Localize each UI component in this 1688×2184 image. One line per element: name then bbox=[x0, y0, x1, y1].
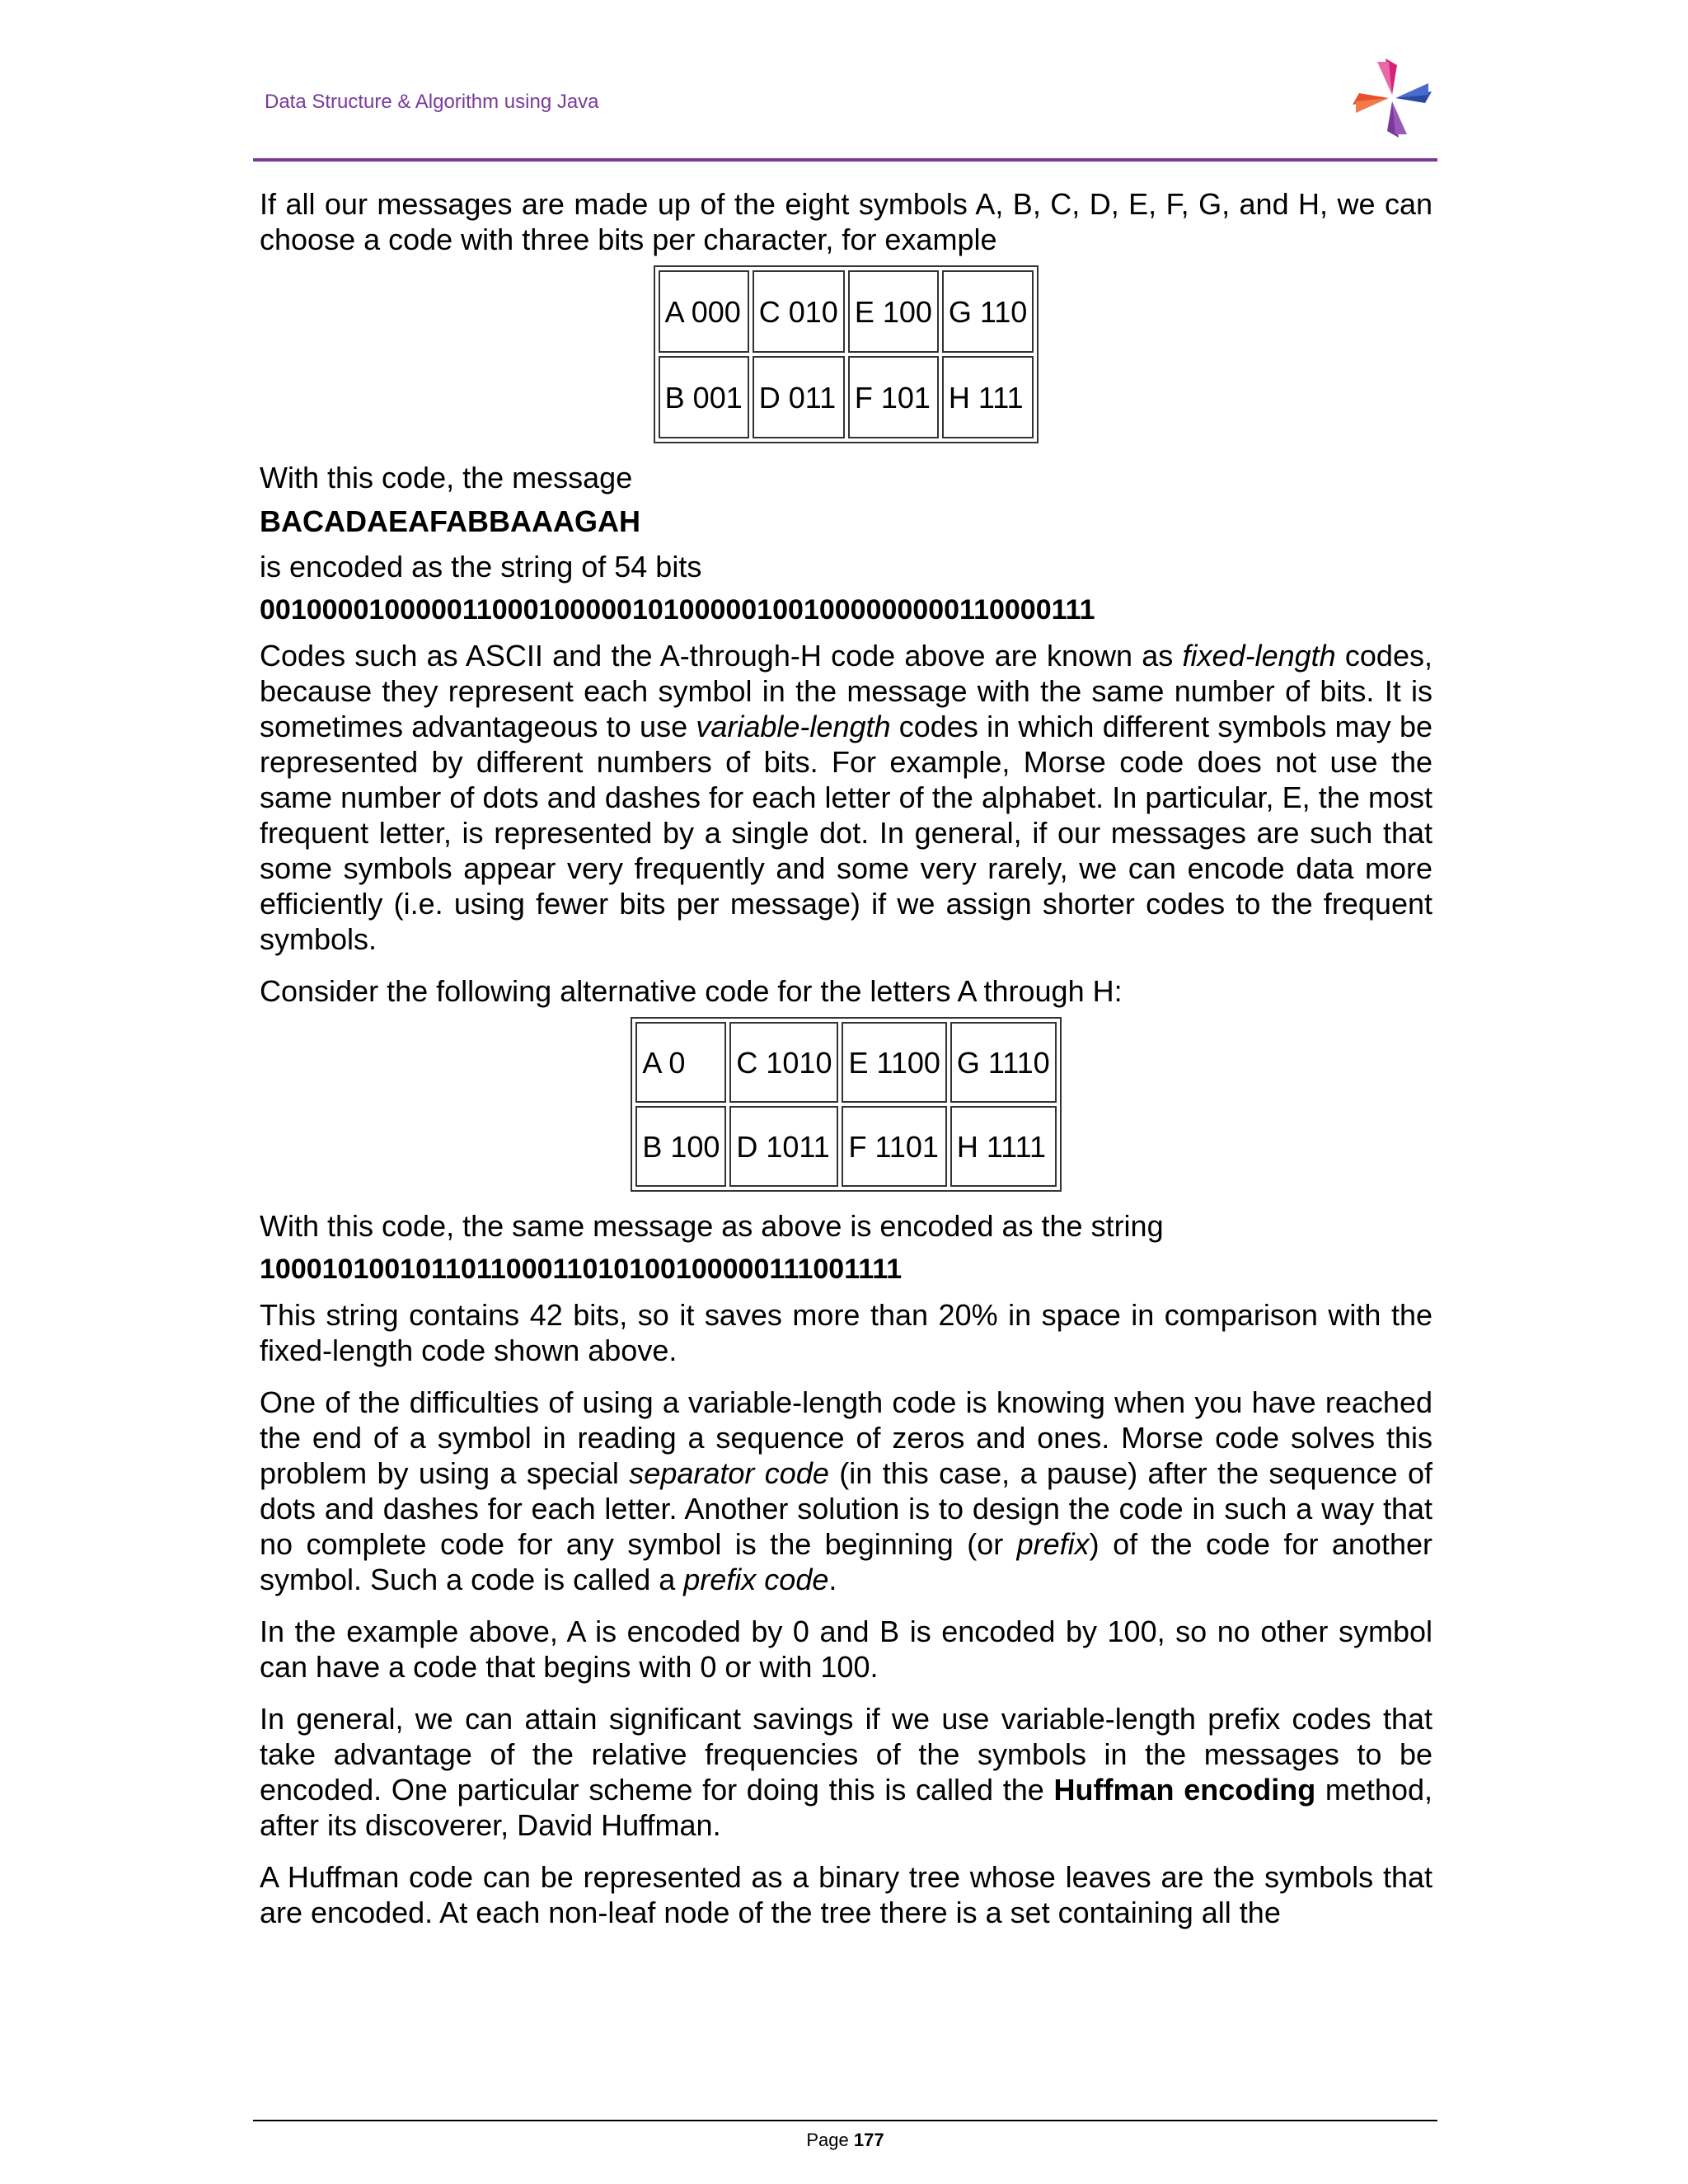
table-cell: A 0 bbox=[635, 1022, 726, 1103]
paragraph: A Huffman code can be represented as a binary tree whose leaves are the symbols that are encoded. At each non-leaf node of the tree there is a set containing all the bbox=[260, 1860, 1432, 1929]
table-cell: A 000 bbox=[659, 270, 749, 353]
table-row bbox=[659, 270, 1034, 353]
example-message: BACADAEAFABBAAAGAH bbox=[260, 504, 640, 538]
table-cell: E 100 bbox=[848, 270, 939, 353]
text-span: (in this case, a pause) after the sequence of dots and dashes for each letter. Another solution is to design the code in such a way that no complete code for any symbol is the beginning (or bbox=[260, 1456, 1432, 1561]
italic-term: variable-length bbox=[696, 710, 891, 743]
paragraph-prefix bbox=[260, 1385, 1432, 1597]
text-span: ) of the code for another symbol. Such a code is called a bbox=[260, 1527, 1432, 1596]
page-footer bbox=[253, 2120, 1437, 2151]
table-cell: G 110 bbox=[942, 270, 1034, 353]
encoded-bits-42: 100010100101101100011010100100000111001111 bbox=[260, 1254, 903, 1285]
paragraph: In the example above, A is encoded by 0 and B is encoded by 100, so no other symbol can have a code that begins with 0 or with 100. bbox=[260, 1615, 1432, 1684]
bold-term: Huffman encoding bbox=[1053, 1773, 1316, 1807]
fixed-code-table-wrap bbox=[260, 265, 1432, 443]
paragraph: If all our messages are made up of the eight symbols A, B, C, D, E, F, G, and H, we can choose a code with three bits per character, for example bbox=[260, 187, 1432, 256]
table-cell: E 1100 bbox=[842, 1022, 946, 1103]
italic-term: prefix code bbox=[683, 1563, 829, 1596]
encoded-bits-54: 001000010000011000100000101000001001000000000110000111 bbox=[260, 594, 1095, 626]
paragraph: Consider the following alternative code for the letters A through H: bbox=[260, 974, 1123, 1008]
variable-length-code-table bbox=[631, 1017, 1061, 1192]
variable-code-table-wrap bbox=[260, 1017, 1432, 1192]
text-span: method, after its discoverer, David Huffman. bbox=[260, 1773, 1432, 1842]
table-cell: G 1110 bbox=[950, 1022, 1057, 1103]
text-span: codes, because they represent each symbol in the message with the same number of bits. It is sometimes advantageous to use bbox=[260, 639, 1432, 743]
table-cell: F 101 bbox=[848, 356, 939, 438]
paragraph: is encoded as the string of 54 bits bbox=[260, 550, 702, 583]
table-cell: D 1011 bbox=[729, 1106, 838, 1187]
table-row bbox=[635, 1022, 1056, 1103]
text-span: One of the difficulties of using a variable-length code is knowing when you have reached the end of a symbol in reading a sequence of zeros and ones. Morse code solves this problem by using a special bbox=[260, 1385, 1432, 1490]
table-cell: C 1010 bbox=[729, 1022, 838, 1103]
paragraph-huffman bbox=[260, 1701, 1432, 1843]
italic-term: separator code bbox=[629, 1456, 829, 1490]
table-row bbox=[635, 1106, 1056, 1187]
italic-term: prefix bbox=[1016, 1527, 1090, 1561]
table-cell: H 1111 bbox=[950, 1106, 1057, 1187]
table-cell: H 111 bbox=[942, 356, 1034, 438]
table-cell: D 011 bbox=[753, 356, 845, 438]
table-cell: F 1101 bbox=[842, 1106, 946, 1187]
text-span: Codes such as ASCII and the A-through-H code above are known as bbox=[260, 639, 1183, 673]
paragraph: With this code, the message bbox=[260, 461, 633, 494]
header-title: Data Structure & Algorithm using Java bbox=[265, 91, 599, 113]
table-cell: B 100 bbox=[635, 1106, 726, 1187]
paragraph-fixed-variable bbox=[260, 638, 1432, 957]
italic-term: fixed-length bbox=[1182, 639, 1336, 673]
paragraph: With this code, the same message as above is encoded as the string bbox=[260, 1209, 1164, 1243]
page-number: 177 bbox=[853, 2130, 884, 2150]
fixed-length-code-table bbox=[654, 265, 1039, 443]
page-label: Page bbox=[806, 2130, 849, 2150]
paragraph: This string contains 42 bits, so it saves more than 20% in space in comparison with the fixed-length code shown above. bbox=[260, 1298, 1432, 1367]
text-span: In general, we can attain significant savings if we use variable-length prefix codes that take advantage of the relative frequencies of the symbols in the messages to be encoded. One particular scheme for doing this is called the bbox=[260, 1702, 1432, 1807]
table-cell: C 010 bbox=[753, 270, 845, 353]
page-header bbox=[253, 82, 1437, 162]
pinwheel-logo-icon bbox=[1347, 53, 1437, 143]
text-span: codes in which different symbols may be represented by different numbers of bits. For example, Morse code does not use the same number of dots and dashes for each letter of the alphabet. In particular, E, the most frequent letter, is represented by a single dot. In general, if our messages are such that some symbols appear very frequently and some very rarely, we can encode data more efficiently (i.e. using fewer bits per message) if we assign shorter codes to the frequent symbols. bbox=[260, 710, 1432, 956]
text-span: . bbox=[828, 1563, 837, 1596]
page-content bbox=[260, 186, 1432, 1947]
table-cell: B 001 bbox=[659, 356, 749, 438]
table-row bbox=[659, 356, 1034, 438]
